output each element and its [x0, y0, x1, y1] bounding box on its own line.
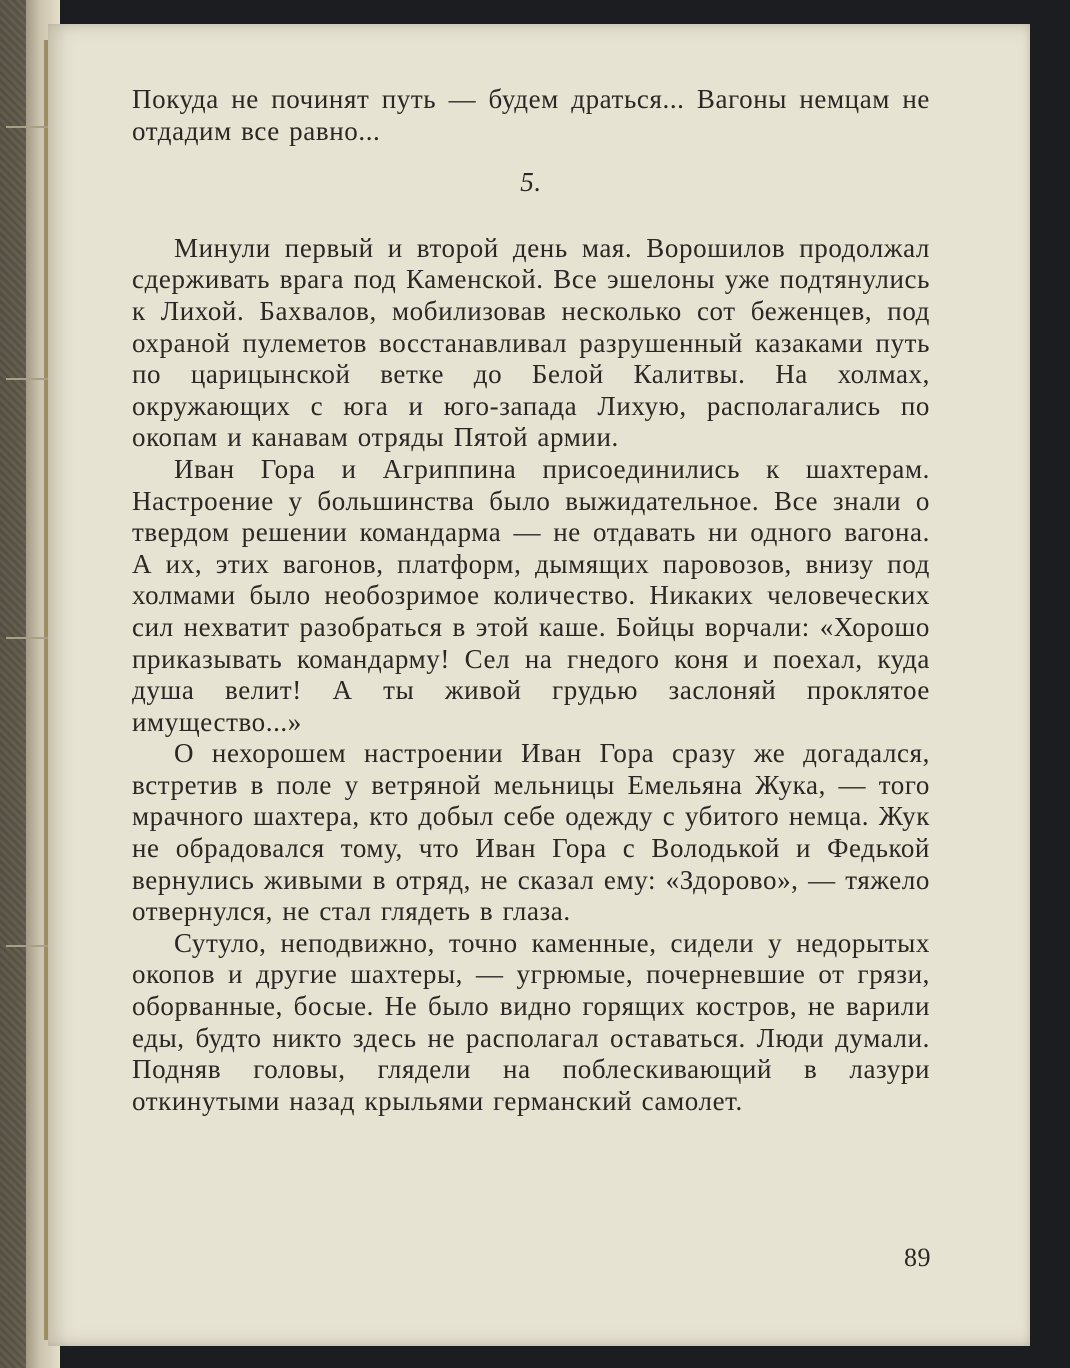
paragraph: Иван Гора и Агриппина присоединились к шахтерам. Настроение у большинства было выжидательное. Все знали о твердом решении командарма — не отдавать ни одного вагона. А их, этих вагонов, платформ, дымящих паровозов, внизу под холмами было необозримое количество. Никаких человеческих сил нехватит разобраться в этой каше. Бойцы ворчали: «Хорошо приказывать командарму! Сел на гнедого коня и поехал, куда душа велит! А ты живой грудью заслоняй проклятое имущество...» — [132, 453, 930, 737]
paragraph: Сутуло, неподвижно, точно каменные, сидели у недорытых окопов и другие шахтеры, — угрюмые, почерневшие от грязи, оборванные, босые. Не было видно горящих костров, не варили еды, будто никто здесь не располагал оставаться. Люди думали. Подняв головы, глядели на поблескивающий в лазури откинутыми назад крыльями германский самолет. — [132, 927, 930, 1116]
page-text — [132, 84, 930, 1117]
binding-cloth — [0, 0, 26, 1368]
opening-paragraph: Покуда не починят путь — будем драться... Вагоны немцам не отдадим все равно... — [132, 84, 930, 146]
page-number: 89 — [904, 1243, 931, 1272]
paragraph: О нехорошем настроении Иван Гора сразу же догадался, встретив в поле у ветряной мельницы Емельяна Жука, — того мрачного шахтера, кто добыл себе одежду с убитого немца. Жук не обрадовался тому, что Иван Гора с Володькой и Федькой вернулись живыми в отряд, не сказал ему: «Здорово», — тяжело отвернулся, не стал глядеть в глаза. — [132, 738, 930, 927]
chapter-number: 5. — [520, 167, 542, 198]
paragraph: Минули первый и второй день мая. Ворошилов продолжал сдерживать врага под Каменской. Все эшелоны уже подтянулись к Лихой. Бахвалов, мобилизовав несколько сот беженцев, под охраной пулеметов восстанавливал разрушенный казаками путь по царицынской ветке до Белой Калитвы. На холмах, окружающих с юга и юго-запада Лихую, располагались по окопам и канавам отряды Пятой армии. — [132, 232, 930, 453]
